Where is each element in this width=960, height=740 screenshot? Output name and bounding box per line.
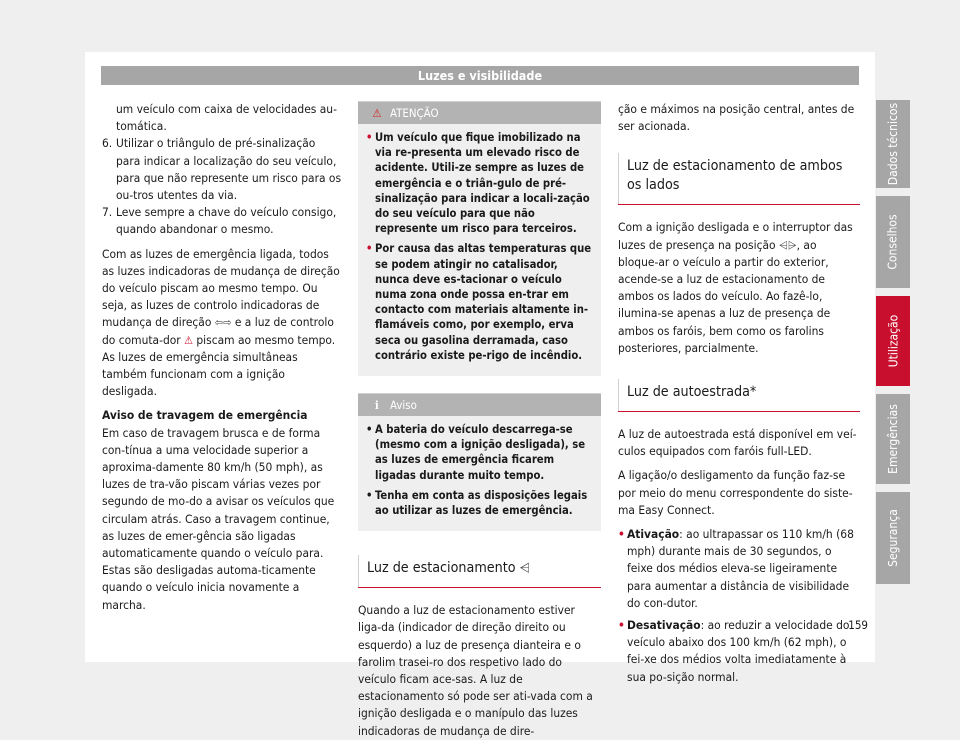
deactivation-desc: : ao reduzir a velocidade do veículo abaixo dos 100 km/h (62 mph), o fei-xe dos médios volta imediatamente à sua po-sição normal. [627, 618, 850, 684]
deactivation-label: Desativação [627, 618, 701, 633]
bullet-dot: • [366, 131, 373, 144]
tab-label: Segurança [886, 509, 900, 567]
tab-seguranca[interactable] [876, 492, 910, 584]
tab-label: Conselhos [886, 214, 900, 270]
notice-body [358, 416, 601, 518]
list-text: Leve sempre a chave do veículo consigo, quando abandonar o mesmo. [116, 205, 337, 237]
brake-paragraph: Em caso de travagem brusca e de forma con-tínua a uma velocidade superior a aproxima-damente 80 km/h (50 mph), as luzes de tra-vão piscam várias vezes por segundo de mo-do a avisar os veículos que circulam atrás. Caso a travagem continue, as luzes de emer-gência são ligadas automaticamente quando o veículo para. Estas são desligadas automa-ticamente quando o veículo inicia novamente a marcha. [102, 425, 335, 612]
bullet-dot: • [618, 618, 625, 633]
tab-utilizacao[interactable] [876, 296, 910, 386]
activation-label: Ativação [627, 527, 680, 542]
notice-item [366, 488, 593, 518]
both-sides-paragraph [618, 219, 860, 357]
bullet-dot: • [366, 488, 373, 502]
warning-title-bar [358, 102, 601, 124]
list-number: 6. [102, 136, 113, 151]
tab-label: Dados técnicos [886, 102, 901, 186]
section-title: Luz de estacionamento de ambos os lados [627, 158, 843, 194]
warning-body [358, 124, 601, 363]
hazard-paragraph [102, 246, 342, 401]
hazard-text-a: Com as luzes de emergência ligada, todos as luzes indicadoras de mudança de direção do veículo piscam ao mesmo tempo. Ou seja, as luzes de controlo indicadoras de mudança de direção [102, 246, 340, 330]
warning-item [366, 130, 593, 236]
turn-signal-right-icon: ⇨ [223, 316, 232, 330]
deactivation-item [618, 617, 860, 686]
column-2 [358, 101, 601, 740]
motorway-paragraph-2: A ligação/o desligamento da função faz-se por meio do menu correspondente do siste-ma Easy Connect. [618, 468, 853, 517]
column-1 [102, 101, 342, 614]
list-item-6 [102, 135, 342, 204]
both-text-b: , ao bloque-ar o veículo a partir do exterior, acende-se a luz de estacionamento de ambos os lados do veículo. Ao fazê-lo, ilumina-se apenas a luz de presença de ambos os faróis, bem como os farolins posteriores, parcialmente. [618, 237, 831, 355]
page-number: 159 [848, 618, 868, 632]
warning-item-text: Por causa das altas temperaturas que se podem atingir no catalisador, nunca deve es-tacionar o veículo numa zona onde possa en-trar em contacto com materiais altamente in-flamáveis como, por exemplo, erva seca ou gasolina derramada, caso contrário existe pe-rigo de incêndio. [375, 242, 592, 362]
motorway-paragraph-1: A luz de autoestrada está disponível em veí-culos equipados com faróis full-LED. [618, 427, 857, 459]
deactivation-text [627, 617, 860, 686]
bullet-dot: • [366, 242, 373, 256]
warning-triangle-icon: ⚠ [372, 106, 382, 120]
brake-subheading: Aviso de travagem de emergência [102, 408, 308, 423]
section-title: Luz de estacionamento [367, 560, 516, 577]
warning-box [358, 101, 601, 376]
activation-desc: : ao ultrapassar os 110 km/h (68 mph) durante mais de 30 segundos, o feixe dos médios eleva-se ligeiramente para aumentar a distância de visibilidade do con-dutor. [627, 527, 854, 610]
hazard-text-b: e a luz de controlo do comuta-dor [102, 315, 334, 347]
both-text-a: Com a ignição desligada e o interruptor das luzes de presença na posição [618, 220, 853, 252]
activation-item [618, 526, 860, 612]
notice-item-text: A bateria do veículo descarrega-se (mesmo com a ignição desligada), se as luzes de emergência ficarem ligadas durante muito tempo. [375, 423, 586, 482]
hazard-text-c: piscam ao mesmo tempo. As luzes de emergência simultâneas também funcionam com a ignição desligada. [102, 332, 336, 399]
bullet-dot: • [618, 527, 625, 542]
side-light-icon: ⩤⩥ [778, 238, 797, 252]
intro-text: um veículo com caixa de velocidades au-tomática. [116, 102, 337, 134]
page-header: Luzes e visibilidade [101, 66, 859, 85]
tab-label: Utilização [886, 314, 901, 368]
list-number: 7. [102, 205, 113, 220]
list-text: Utilizar o triângulo de pré-sinalização para indicar a localização do seu veículo, para que não represente um risco para os ou-tros utentes da via. [116, 136, 342, 203]
tab-dados-tecnicos[interactable] [876, 100, 910, 188]
notice-item-text: Tenha em conta as disposições legais ao utilizar as luzes de emergência. [375, 488, 588, 518]
notice-box [358, 393, 601, 531]
section-heading-motorway [618, 375, 860, 412]
hazard-triangle-icon: ⚠ [184, 333, 193, 347]
info-icon: ℹ [375, 398, 379, 413]
continued-paragraph: ção e máximos na posição central, antes de ser acionada. [618, 102, 855, 134]
list-item-7 [102, 204, 342, 238]
tab-label: Emergências [886, 404, 901, 474]
parking-light-icon: ⩤ [519, 561, 530, 577]
parking-paragraph: Quando a luz de estacionamento estiver liga-da (indicador de direção direito ou esquerdo) a luz de presença dianteira e o farolim trasei-ro dos respetivo lado do veículo ficam ace-sas. A luz de estacionamento só pode ser ati-vada com a ignição desligada e o manípulo das luzes indicadoras de mudança de dire- [358, 603, 593, 738]
notice-title-bar [358, 394, 601, 416]
section-title: Luz de autoestrada* [627, 384, 757, 401]
section-heading-parking [358, 551, 601, 588]
tab-conselhos[interactable] [876, 196, 910, 288]
warning-title: ATENÇÃO [390, 106, 439, 120]
tab-emergencias[interactable] [876, 394, 910, 484]
warning-item [366, 241, 593, 363]
activation-text [627, 526, 860, 612]
turn-signal-left-icon: ⇦ [214, 316, 224, 330]
bullet-dot: • [366, 423, 373, 437]
warning-item-text: Um veículo que fique imobilizado na via re-presenta um elevado risco de acidente. Utili-ze sempre as luzes de emergência e o triân-gulo de pré-sinalização para indicar a locali-zação do seu veículo para que não represente um risco para terceiros. [375, 131, 590, 236]
notice-title: Aviso [390, 398, 417, 413]
section-heading-both-sides [618, 149, 860, 205]
column-3 [618, 101, 860, 691]
notice-item [366, 422, 593, 483]
